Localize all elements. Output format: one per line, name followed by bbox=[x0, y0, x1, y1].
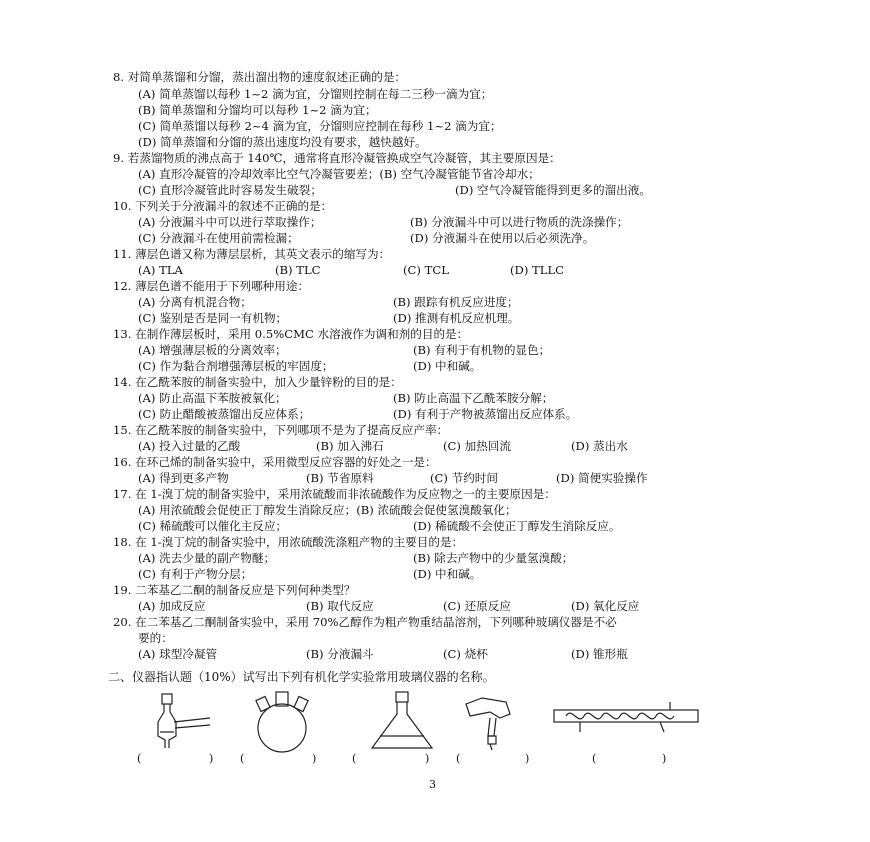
option: (C) 有利于产物分层； bbox=[138, 567, 253, 581]
option: (D) 中和碱。 bbox=[413, 359, 482, 373]
option: (A) 简单蒸馏以每秒 1~2 滴为宜，分馏则控制在每二三秒一滴为宜； bbox=[138, 87, 493, 101]
option: (A) 球型冷凝管 bbox=[138, 647, 218, 661]
question-11: 11. 薄层色谱又称为薄层层析，其英文表示的缩写为： bbox=[113, 247, 391, 261]
option: (C) 简单蒸馏以每秒 2~4 滴为宜，分馏则应控制在每秒 1~2 滴为宜； bbox=[138, 119, 502, 133]
option: (C) 还原反应 bbox=[443, 599, 511, 613]
option: (B) 防止高温下乙酰苯胺分解； bbox=[393, 391, 554, 405]
question-10: 10. 下列关于分液漏斗的叙述不正确的是： bbox=[113, 199, 333, 213]
option: (B) 分液漏斗中可以进行物质的洗涤操作； bbox=[410, 215, 629, 229]
option: (D) 中和碱。 bbox=[413, 567, 482, 581]
option: (B) 取代反应 bbox=[306, 599, 374, 613]
blank-2-close: ) bbox=[312, 752, 317, 765]
blank-4-close: ) bbox=[525, 752, 530, 765]
question-18: 18. 在 1-溴丁烷的制备实验中，用浓硫酸洗涤粗产物的主要目的是： bbox=[113, 535, 464, 549]
question-19: 19. 二苯基乙二酮的制备反应是下列何种类型？ bbox=[113, 583, 356, 597]
blank-4: ( bbox=[456, 752, 461, 765]
option: (B) TLC bbox=[275, 263, 321, 277]
option: (D) 锥形瓶 bbox=[571, 647, 628, 661]
option: (D) 简便实验操作 bbox=[556, 471, 648, 485]
option: (B) 加入沸石 bbox=[316, 439, 384, 453]
blank-2: ( bbox=[240, 752, 245, 765]
option: (B) 简单蒸馏和分馏均可以每秒 1~2 滴为宜； bbox=[138, 103, 377, 117]
option: (A) 加成反应 bbox=[138, 599, 206, 613]
three-neck-flask-drawing bbox=[240, 690, 324, 754]
question-14: 14. 在乙酰苯胺的制备实验中，加入少量锌粉的目的是： bbox=[113, 375, 402, 389]
option: (D) 有利于产物被蒸馏出反应体系。 bbox=[393, 407, 578, 421]
blank-3: ( bbox=[352, 752, 357, 765]
blank-3-close: ) bbox=[425, 752, 430, 765]
option: (D) 蒸出水 bbox=[571, 439, 628, 453]
question-9: 9. 若蒸馏物质的沸点高于 140℃，通常将直形冷凝管换成空气冷凝管，其主要原因是： bbox=[113, 151, 561, 165]
question-15: 15. 在乙酰苯胺的制备实验中，下列哪项不是为了提高反应产率： bbox=[113, 423, 449, 437]
option: (A) 防止高温下苯胺被氧化； bbox=[138, 391, 287, 405]
question-12: 12. 薄层色谱不能用于下列哪种用途： bbox=[113, 279, 310, 293]
option: (B) 跟踪有机反应进度； bbox=[393, 295, 519, 309]
option: (A) 增强薄层板的分离效率； bbox=[138, 343, 287, 357]
page-number: 3 bbox=[429, 778, 436, 791]
blank-1-close: ) bbox=[209, 752, 214, 765]
option: (D) 推测有机反应机理。 bbox=[393, 311, 520, 325]
question-13: 13. 在制作薄层板时，采用 0.5%CMC 水溶液作为调和剂的目的是： bbox=[113, 327, 469, 341]
option: (C) 节约时间 bbox=[430, 471, 498, 485]
option: (A) 得到更多产物 bbox=[138, 471, 229, 485]
blank-5-close: ) bbox=[662, 752, 667, 765]
option: (C) 作为黏合剂增强薄层板的牢固度； bbox=[138, 359, 334, 373]
option: (D) 氧化反应 bbox=[571, 599, 640, 613]
option: (B) 除去产物中的少量氢溴酸； bbox=[413, 551, 574, 565]
condenser-drawing bbox=[552, 700, 700, 740]
option: (C) 烧杯 bbox=[443, 647, 488, 661]
option: (D) 稀硫酸不会使正丁醇发生消除反应。 bbox=[413, 519, 621, 533]
distillation-adapter-drawing bbox=[460, 692, 520, 752]
option: (C) 防止醋酸被蒸馏出反应体系； bbox=[138, 407, 311, 421]
option: (A) 分离有机混合物； bbox=[138, 295, 252, 309]
option: (B) 节省原料 bbox=[306, 471, 374, 485]
question-20-continued: 要的： bbox=[138, 631, 173, 645]
option: (A) 用浓硫酸会促使正丁醇发生消除反应；(B) 浓硫酸会促使氢溴酸氧化； bbox=[138, 503, 517, 517]
option: (C) 分液漏斗在使用前需检漏； bbox=[138, 231, 299, 245]
option: (D) TLLC bbox=[510, 263, 565, 277]
separatory-funnel-drawing bbox=[148, 692, 218, 750]
option: (D) 分液漏斗在使用以后必须洗净。 bbox=[410, 231, 595, 245]
blank-5: ( bbox=[592, 752, 597, 765]
section-2-title: 二、仪器指认题（10%）试写出下列有机化学实验常用玻璃仪器的名称。 bbox=[108, 670, 495, 684]
option: (A) 投入过量的乙酸 bbox=[138, 439, 241, 453]
option: (A) 直形冷凝管的冷却效率比空气冷凝管要差；(B) 空气冷凝管能节省冷却水； bbox=[138, 167, 540, 181]
option: (C) 直形冷凝管此时容易发生破裂； bbox=[138, 183, 322, 197]
question-17: 17. 在 1-溴丁烷的制备实验中，采用浓硫酸而非浓硫酸作为反应物之一的主要原因是： bbox=[113, 487, 556, 501]
option: (D) 简单蒸馏和分馏的蒸出速度均没有要求，越快越好。 bbox=[138, 135, 427, 149]
option: (A) 分液漏斗中可以进行萃取操作； bbox=[138, 215, 322, 229]
option: (C) 鉴别是否是同一有机物； bbox=[138, 311, 288, 325]
option: (D) 空气冷凝管能得到更多的溜出液。 bbox=[455, 183, 651, 197]
option: (B) 分液漏斗 bbox=[306, 647, 374, 661]
question-16: 16. 在环己烯的制备实验中，采用微型反应容器的好处之一是： bbox=[113, 455, 437, 469]
option: (C) TCL bbox=[403, 263, 449, 277]
erlenmeyer-flask-drawing bbox=[366, 690, 438, 754]
question-20: 20. 在二苯基乙二酮制备实验中，采用 70%乙醇作为粗产物重结晶溶剂，下列哪种玻璃仪器是不必 bbox=[113, 615, 617, 629]
option: (C) 加热回流 bbox=[443, 439, 511, 453]
option: (A) TLA bbox=[138, 263, 183, 277]
option: (A) 洗去少量的副产物醚； bbox=[138, 551, 276, 565]
question-8: 8. 对简单蒸馏和分馏，蒸出溜出物的速度叙述正确的是： bbox=[113, 70, 407, 84]
blank-1: ( bbox=[137, 752, 142, 765]
option: (C) 稀硫酸可以催化主反应； bbox=[138, 519, 288, 533]
option: (B) 有利于有机物的显色； bbox=[413, 343, 551, 357]
